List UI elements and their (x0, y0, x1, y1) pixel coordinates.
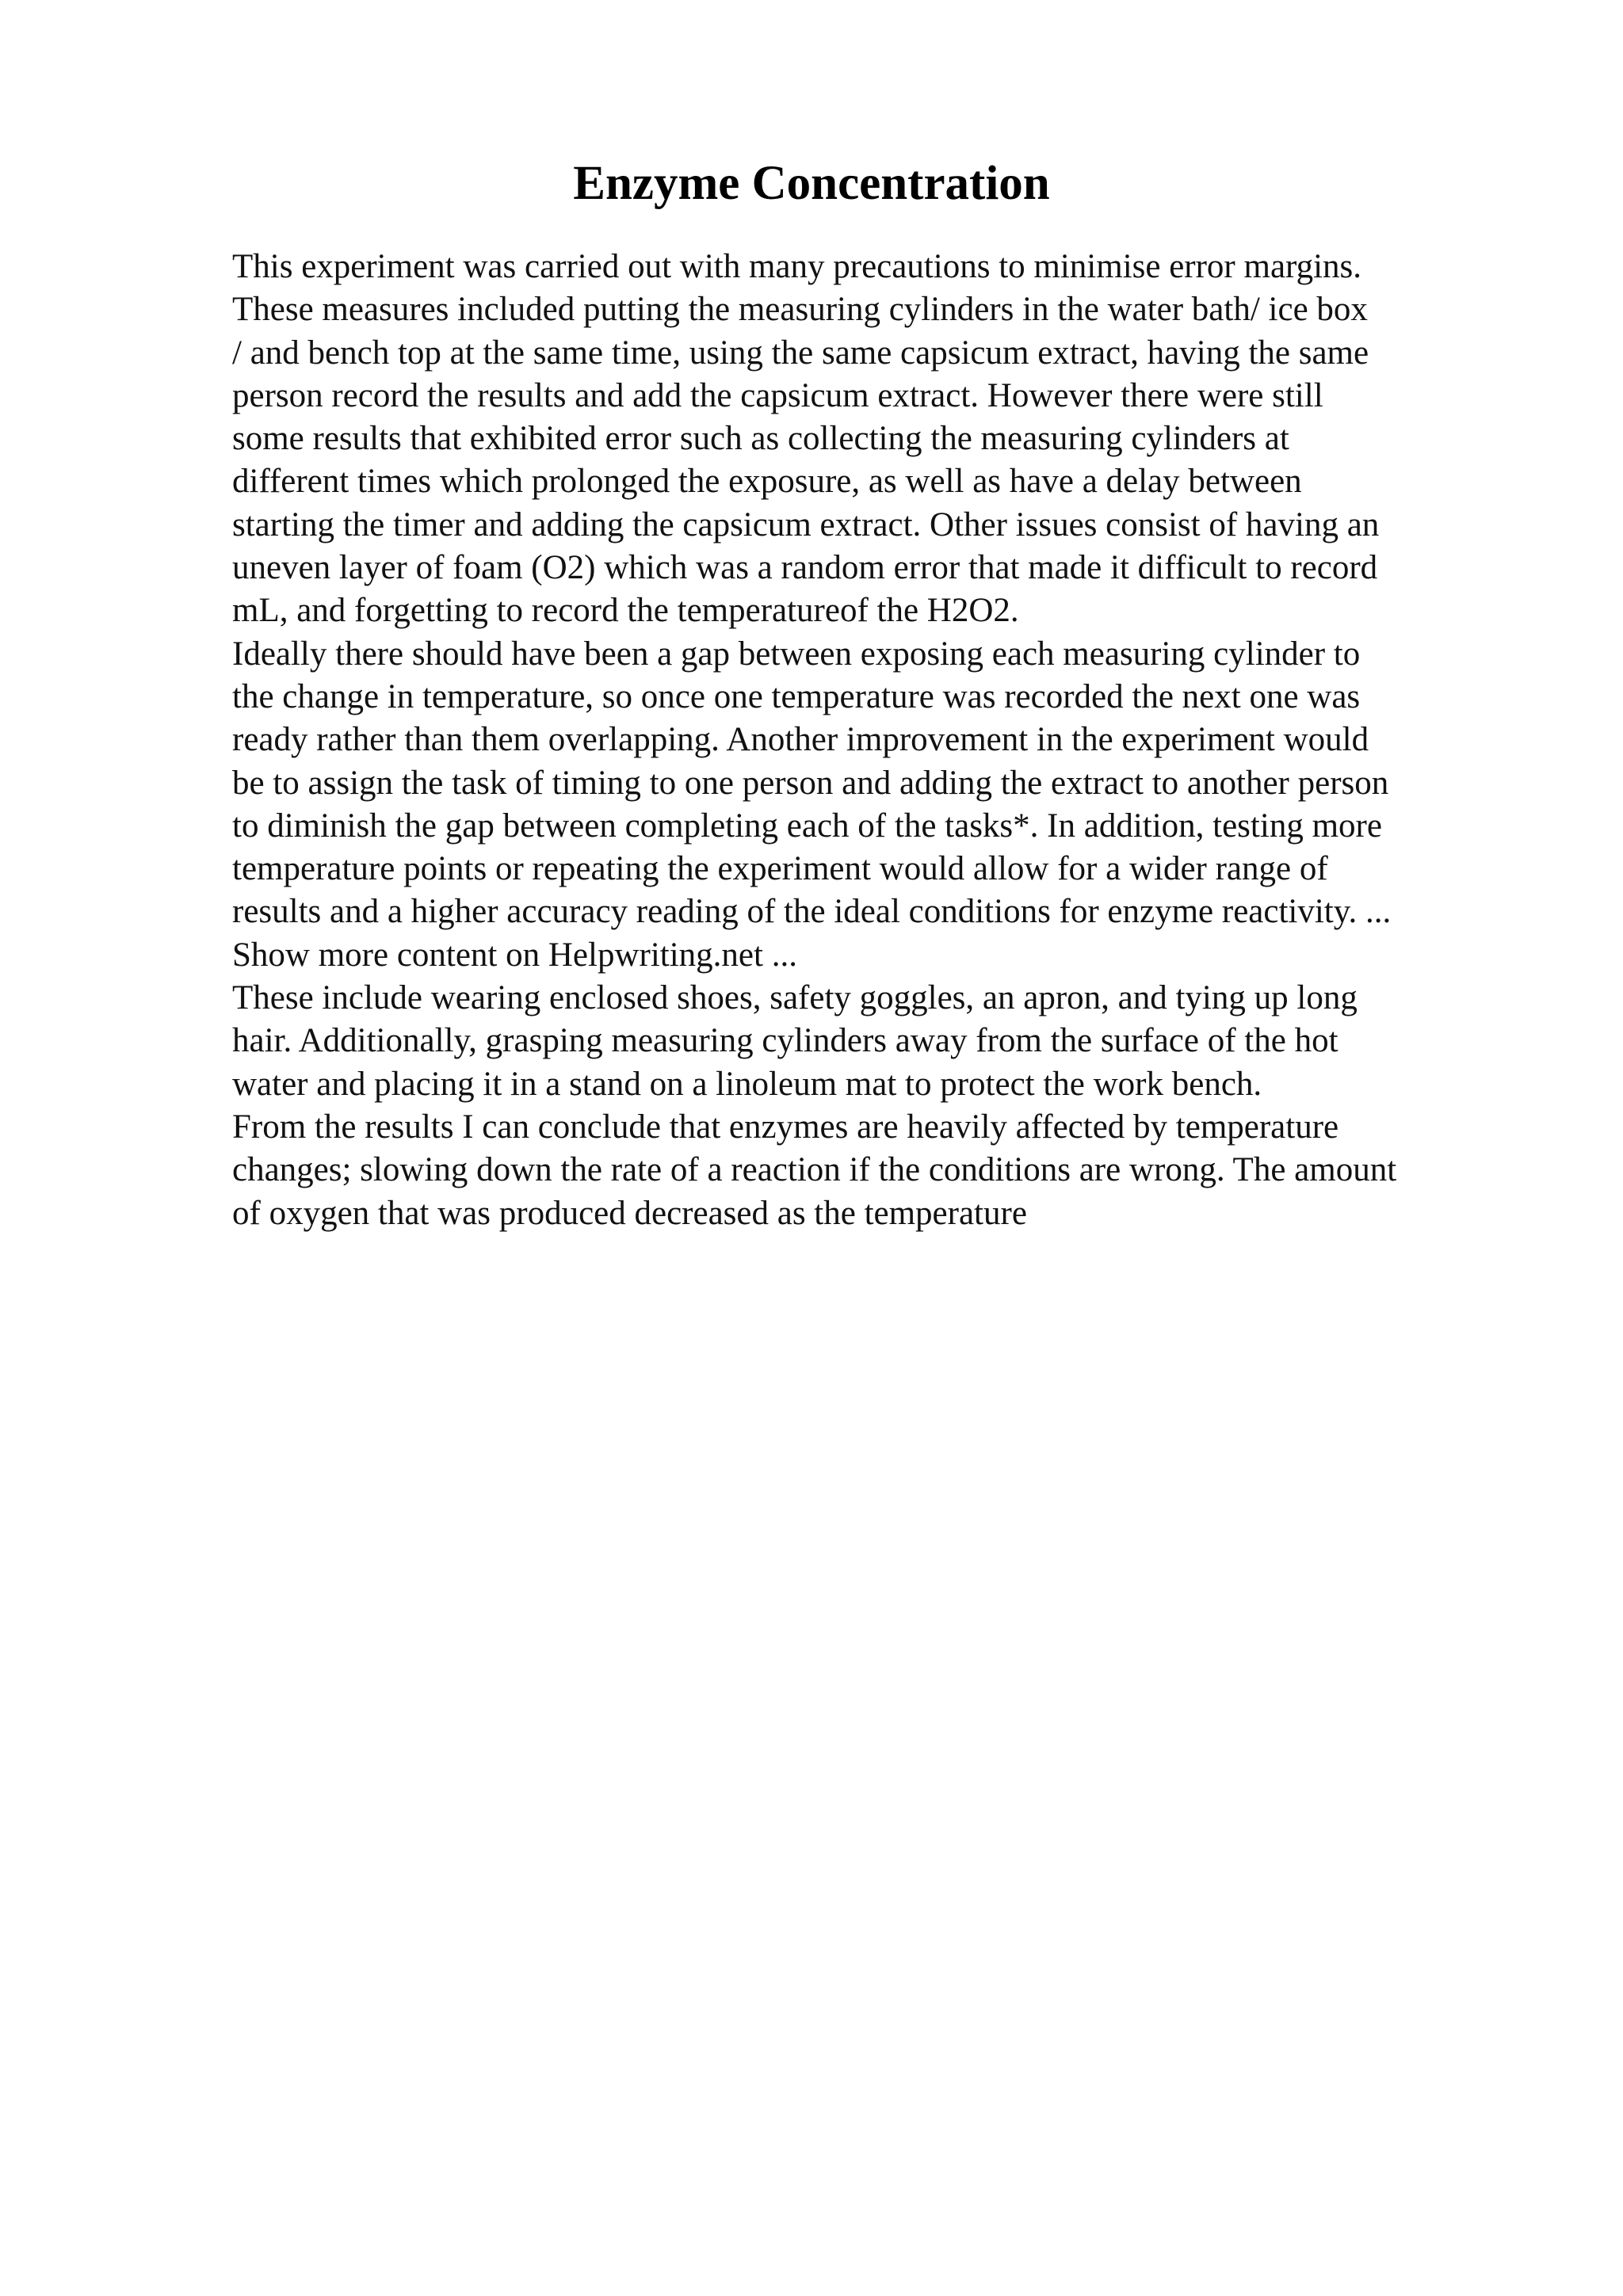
body-line: changes; slowing down the rate of a reaction if the conditions are wrong. The amount (232, 1151, 1397, 1189)
body-line: to diminish the gap between completing each of the tasks*. In addition, testing more (232, 807, 1382, 845)
body-line: be to assign the task of timing to one person and adding the extract to another person (232, 764, 1389, 802)
body-line: water and placing it in a stand on a linoleum mat to protect the work bench. (232, 1065, 1262, 1103)
body-line: These measures included putting the measuring cylinders in the water bath/ ice box (232, 291, 1368, 329)
body-line: different times which prolonged the exposure, as well as have a delay between (232, 463, 1302, 501)
body-line: person record the results and add the capsicum extract. However there were still (232, 376, 1323, 414)
body-line: mL, and forgetting to record the temperatureof the H2O2. (232, 592, 1019, 630)
body-line: This experiment was carried out with many precautions to minimise error margins. (232, 248, 1362, 285)
body-line: the change in temperature, so once one temperature was recorded the next one was (232, 677, 1361, 715)
body-line: uneven layer of foam (O2) which was a random error that made it difficult to record (232, 549, 1378, 587)
body-line: hair. Additionally, grasping measuring cylinders away from the surface of the hot (232, 1022, 1338, 1060)
body-line: ready rather than them overlapping. Another improvement in the experiment would (232, 721, 1369, 759)
body-line: From the results I can conclude that enzymes are heavily affected by temperature (232, 1108, 1339, 1146)
body-line: of oxygen that was produced decreased as the temperature (232, 1194, 1027, 1232)
document-title: Enzyme Concentration (573, 157, 1050, 210)
body-line: These include wearing enclosed shoes, safety goggles, an apron, and tying up long (232, 979, 1358, 1017)
body-line: temperature points or repeating the experiment would allow for a wider range of (232, 850, 1328, 888)
body-line: / and bench top at the same time, using the same capsicum extract, having the same (232, 334, 1369, 372)
document-body (232, 246, 1595, 1235)
body-line: results and a higher accuracy reading of the ideal conditions for enzyme reactivity. ... (232, 893, 1392, 931)
show-more-line: Show more content on Helpwriting.net ... (232, 936, 797, 974)
body-line: some results that exhibited error such as collecting the measuring cylinders at (232, 420, 1289, 458)
body-line: starting the timer and adding the capsicum extract. Other issues consist of having an (232, 505, 1380, 543)
body-line: Ideally there should have been a gap between exposing each measuring cylinder to (232, 635, 1361, 673)
